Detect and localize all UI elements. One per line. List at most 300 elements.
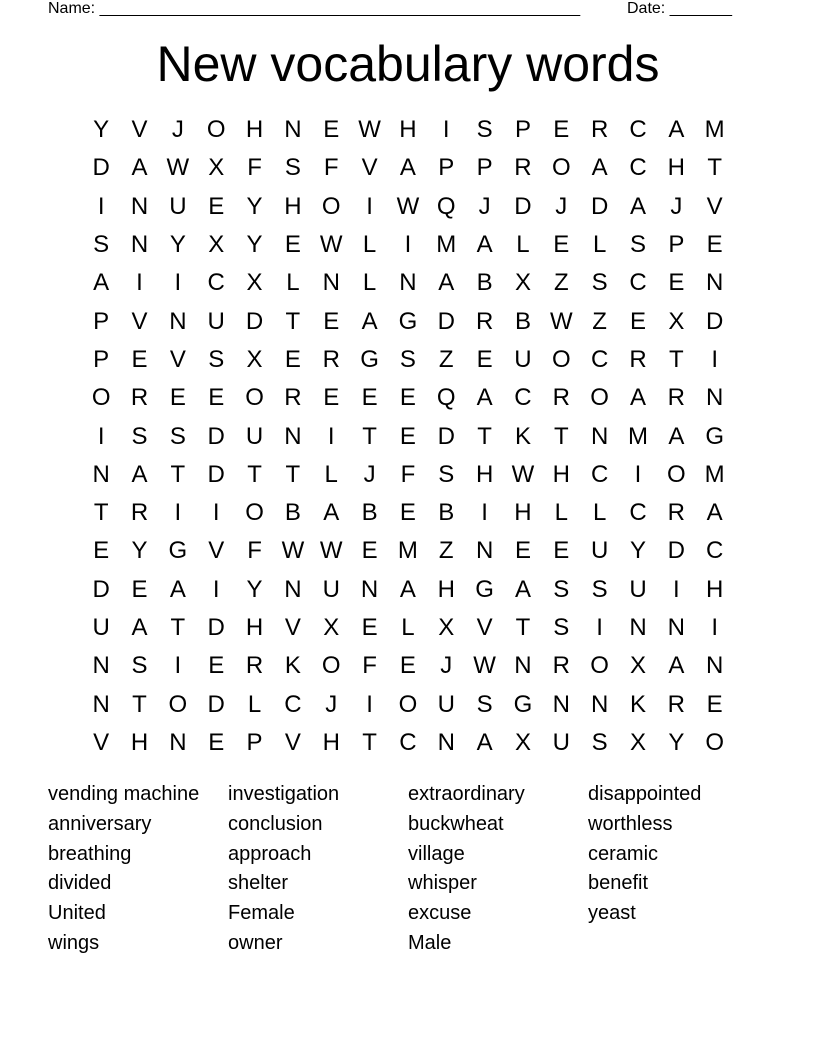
grid-cell: N: [92, 652, 110, 680]
grid-cell: U: [245, 422, 264, 450]
grid-cell: V: [169, 345, 186, 373]
word-list-item: conclusion: [228, 812, 323, 835]
grid-cell: D: [207, 460, 225, 488]
grid-cell: O: [206, 116, 226, 144]
grid-cell: F: [323, 154, 339, 182]
grid-cell: N: [284, 422, 302, 450]
grid-cell: T: [668, 345, 684, 373]
grid-cell: L: [592, 499, 607, 527]
grid-cell: H: [514, 499, 532, 527]
grid-cell: L: [401, 614, 415, 641]
grid-cell: S: [553, 614, 570, 641]
grid-cell: A: [438, 269, 455, 297]
grid-cell: Z: [553, 269, 569, 297]
grid-cell: T: [362, 422, 377, 450]
grid-cell: W: [549, 307, 573, 335]
grid-cell: H: [284, 192, 302, 220]
grid-cell: N: [590, 690, 609, 718]
grid-cell: L: [554, 499, 568, 527]
word-list-item: ceramic: [588, 842, 659, 865]
grid-cell: V: [476, 614, 493, 641]
word-list-item: excuse: [408, 902, 472, 925]
grid-cell: D: [590, 192, 609, 220]
grid-cell: H: [245, 116, 264, 144]
grid-cell: J: [325, 690, 338, 718]
grid-cell: N: [706, 652, 724, 680]
grid-cell: B: [438, 499, 455, 527]
grid-cell: T: [170, 460, 186, 488]
grid-cell: Y: [131, 537, 148, 565]
grid-cell: M: [397, 537, 418, 565]
grid-cell: S: [591, 575, 608, 603]
word-list-item: whisper: [408, 872, 477, 895]
grid-cell: T: [707, 154, 722, 182]
grid-cell: Y: [246, 192, 263, 220]
grid-cell: L: [362, 269, 377, 297]
grid-cell: E: [169, 384, 186, 412]
grid-cell: S: [629, 231, 646, 259]
grid-cell: I: [97, 422, 105, 450]
grid-cell: N: [590, 422, 609, 450]
grid-cell: Q: [436, 384, 456, 412]
grid-cell: E: [361, 537, 378, 565]
grid-cell: S: [208, 345, 225, 373]
page-title: New vocabulary words: [156, 36, 660, 92]
grid-cell: R: [590, 116, 609, 144]
grid-cell: A: [476, 231, 493, 259]
grid-cell: E: [323, 384, 340, 412]
grid-cell: A: [668, 116, 685, 144]
grid-cell: I: [711, 345, 718, 373]
grid-cell: E: [399, 652, 416, 680]
grid-cell: S: [591, 269, 608, 297]
grid-cell: U: [169, 192, 187, 220]
grid-cell: D: [706, 307, 724, 335]
grid-cell: D: [437, 307, 455, 335]
grid-cell: R: [552, 384, 570, 412]
grid-cell: L: [362, 231, 377, 259]
grid-cell: G: [705, 422, 724, 450]
grid-cell: E: [399, 422, 416, 450]
grid-cell: A: [131, 460, 148, 488]
grid-cell: D: [514, 192, 532, 220]
grid-cell: N: [284, 575, 302, 603]
word-list-item: investigation: [228, 783, 340, 805]
word-list-item: village: [408, 842, 465, 865]
grid-cell: P: [438, 154, 455, 182]
grid-cell: E: [284, 231, 301, 259]
grid-cell: T: [247, 460, 262, 488]
grid-cell: I: [596, 614, 603, 641]
grid-cell: V: [131, 116, 148, 144]
grid-cell: E: [514, 537, 531, 565]
grid-cell: E: [706, 231, 723, 259]
grid-cell: I: [366, 192, 373, 220]
grid-cell: T: [285, 460, 301, 488]
grid-cell: A: [668, 422, 685, 450]
grid-cell: M: [704, 116, 725, 144]
grid-cell: T: [515, 614, 531, 641]
grid-cell: M: [627, 422, 648, 450]
grid-cell: A: [629, 384, 646, 412]
grid-cell: I: [212, 575, 220, 603]
grid-cell: N: [437, 728, 455, 756]
grid-cell: I: [174, 499, 182, 527]
grid-cell: R: [475, 307, 494, 335]
word-list-item: divided: [48, 872, 112, 895]
grid-cell: O: [666, 460, 686, 488]
grid-cell: D: [207, 614, 225, 641]
name-field: Name: ______________________________________________________: [48, 0, 581, 17]
grid-cell: W: [511, 460, 535, 488]
grid-cell: N: [130, 231, 149, 259]
grid-cell: T: [477, 422, 492, 450]
grid-cell: E: [553, 231, 570, 259]
date-field: Date: _______: [627, 0, 732, 17]
grid-cell: J: [363, 460, 376, 488]
grid-cell: N: [667, 614, 685, 641]
grid-cell: A: [169, 575, 186, 603]
grid-cell: F: [400, 460, 416, 488]
word-list-item: Female: [228, 902, 295, 925]
grid-cell: C: [629, 116, 647, 144]
grid-cell: Z: [438, 537, 454, 565]
grid-cell: B: [514, 307, 531, 335]
grid-cell: D: [92, 575, 110, 603]
grid-cell: P: [93, 345, 110, 373]
grid-cell: N: [475, 537, 494, 565]
grid-cell: G: [475, 575, 494, 603]
grid-cell: S: [553, 575, 570, 603]
grid-cell: R: [552, 652, 570, 680]
grid-cell: P: [476, 154, 493, 182]
grid-cell: M: [704, 460, 725, 488]
grid-cell: T: [553, 422, 569, 450]
grid-cell: O: [590, 652, 609, 680]
grid-cell: L: [324, 460, 338, 488]
grid-cell: S: [476, 116, 493, 144]
grid-cell: P: [514, 116, 531, 144]
grid-cell: W: [281, 537, 305, 565]
grid-cell: O: [321, 652, 341, 680]
grid-cell: E: [208, 384, 225, 412]
word-list-item: wings: [48, 931, 100, 954]
grid-cell: A: [131, 154, 148, 182]
grid-cell: D: [207, 422, 225, 450]
word-search-grid: [82, 111, 734, 762]
grid-cell: N: [169, 307, 187, 335]
grid-cell: S: [131, 422, 148, 450]
grid-cell: E: [323, 116, 340, 144]
grid-cell: D: [92, 154, 110, 182]
grid-cell: R: [667, 384, 685, 412]
grid-cell: Y: [246, 575, 263, 603]
grid-cell: N: [169, 728, 187, 756]
grid-cell: D: [667, 537, 685, 565]
grid-cell: W: [396, 192, 420, 220]
grid-cell: J: [478, 192, 491, 220]
grid-cell: Y: [668, 728, 685, 756]
word-list-item: anniversary: [48, 812, 152, 835]
grid-cell: A: [131, 614, 148, 641]
grid-cell: Y: [169, 231, 186, 259]
word-list-item: shelter: [228, 872, 289, 895]
grid-cell: C: [590, 460, 609, 488]
word-list-item: yeast: [588, 902, 636, 925]
grid-cell: C: [284, 690, 302, 718]
grid-cell: S: [284, 154, 301, 182]
grid-cell: P: [246, 728, 263, 756]
grid-cell: X: [323, 614, 340, 641]
grid-cell: E: [553, 537, 570, 565]
grid-cell: X: [629, 652, 646, 680]
grid-cell: N: [514, 652, 532, 680]
grid-cell: U: [552, 728, 570, 756]
grid-cell: A: [476, 728, 493, 756]
grid-cell: N: [552, 690, 570, 718]
grid-cell: L: [516, 231, 530, 259]
grid-cell: I: [404, 231, 412, 259]
grid-cell: W: [319, 537, 343, 565]
grid-cell: E: [323, 307, 340, 335]
grid-cell: R: [284, 384, 302, 412]
grid-cell: T: [93, 499, 109, 527]
grid-cell: A: [361, 307, 378, 335]
grid-cell: C: [629, 269, 647, 297]
grid-cell: N: [629, 614, 647, 641]
grid-cell: D: [207, 690, 225, 718]
grid-cell: C: [629, 499, 647, 527]
grid-cell: O: [705, 728, 724, 756]
grid-cell: Y: [246, 231, 263, 259]
grid-cell: E: [361, 384, 378, 412]
grid-cell: R: [667, 690, 685, 718]
grid-cell: X: [514, 269, 531, 297]
grid-cell: U: [92, 614, 110, 641]
grid-cell: N: [92, 690, 110, 718]
grid-cell: R: [245, 652, 264, 680]
grid-cell: O: [551, 345, 571, 373]
grid-cell: O: [245, 499, 264, 527]
word-list-item: extraordinary: [408, 783, 525, 805]
grid-cell: H: [322, 728, 340, 756]
grid-cell: A: [629, 192, 646, 220]
word-list-item: disappointed: [588, 783, 702, 805]
grid-cell: I: [212, 499, 220, 527]
grid-cell: L: [247, 690, 262, 718]
grid-cell: R: [130, 384, 149, 412]
grid-cell: W: [358, 116, 381, 144]
grid-cell: B: [361, 499, 378, 527]
grid-cell: I: [327, 422, 335, 450]
word-list-item: owner: [228, 931, 283, 954]
grid-cell: N: [322, 269, 340, 297]
grid-cell: F: [362, 652, 377, 680]
word-list-item: buckwheat: [408, 812, 504, 835]
grid-cell: P: [668, 231, 685, 259]
grid-cell: D: [245, 307, 264, 335]
grid-cell: A: [514, 575, 531, 603]
grid-cell: A: [323, 499, 340, 527]
grid-cell: W: [473, 652, 496, 680]
grid-cell: A: [591, 154, 608, 182]
header-line: [48, 0, 748, 20]
grid-cell: Y: [629, 537, 646, 565]
grid-cell: X: [246, 345, 263, 373]
grid-cell: S: [591, 728, 608, 756]
grid-cell: E: [208, 192, 225, 220]
grid-cell: S: [131, 652, 148, 680]
grid-cell: X: [438, 614, 455, 641]
grid-cell: I: [136, 269, 143, 297]
grid-cell: U: [629, 575, 647, 603]
grid-cell: K: [514, 422, 531, 450]
word-list-item: United: [48, 902, 106, 925]
grid-cell: N: [360, 575, 379, 603]
grid-cell: Z: [438, 345, 454, 373]
grid-cell: R: [130, 499, 149, 527]
grid-cell: G: [398, 307, 418, 335]
grid-cell: V: [706, 192, 723, 220]
grid-cell: A: [706, 499, 723, 527]
grid-cell: V: [131, 307, 148, 335]
grid-cell: R: [322, 345, 340, 373]
grid-cell: F: [247, 537, 262, 565]
grid-cell: V: [284, 614, 301, 641]
grid-cell: T: [285, 307, 301, 335]
grid-cell: J: [171, 116, 184, 144]
grid-cell: I: [174, 652, 182, 680]
word-list-item: breathing: [48, 842, 132, 865]
grid-cell: S: [476, 690, 493, 718]
grid-cell: J: [555, 192, 568, 220]
word-list-item: benefit: [588, 872, 649, 895]
grid-cell: R: [667, 499, 685, 527]
grid-cell: N: [706, 384, 724, 412]
grid-cell: E: [208, 652, 225, 680]
grid-cell: H: [130, 728, 149, 756]
grid-cell: H: [552, 460, 570, 488]
grid-cell: V: [361, 154, 378, 182]
grid-cell: H: [245, 614, 264, 641]
grid-cell: H: [437, 575, 455, 603]
grid-cell: T: [170, 614, 186, 641]
grid-cell: D: [437, 422, 455, 450]
grid-cell: T: [362, 728, 377, 756]
grid-cell: U: [207, 307, 225, 335]
grid-cell: R: [514, 154, 532, 182]
grid-cell: E: [629, 307, 646, 335]
grid-cell: U: [514, 345, 532, 373]
grid-cell: S: [93, 231, 110, 259]
grid-cell: C: [590, 345, 609, 373]
grid-cell: I: [634, 460, 642, 488]
grid-cell: T: [132, 690, 147, 718]
word-list-item: worthless: [588, 812, 673, 835]
grid-cell: H: [706, 575, 724, 603]
grid-cell: X: [629, 728, 646, 756]
grid-cell: I: [672, 575, 680, 603]
grid-cell: K: [284, 652, 301, 680]
grid-cell: G: [168, 537, 188, 565]
grid-cell: O: [590, 384, 609, 412]
grid-cell: J: [670, 192, 683, 220]
grid-cell: G: [360, 345, 379, 373]
grid-cell: O: [91, 384, 111, 412]
grid-cell: N: [92, 460, 110, 488]
grid-cell: O: [245, 384, 264, 412]
grid-cell: I: [174, 269, 182, 297]
grid-cell: E: [208, 728, 225, 756]
grid-cell: N: [130, 192, 149, 220]
grid-cell: E: [668, 269, 685, 297]
word-list-item: vending machine: [48, 783, 200, 805]
grid-cell: V: [284, 728, 301, 756]
grid-cell: U: [590, 537, 609, 565]
grid-cell: Z: [592, 307, 607, 335]
grid-cell: B: [284, 499, 301, 527]
grid-cell: O: [551, 154, 571, 182]
grid-cell: H: [399, 116, 417, 144]
grid-cell: E: [476, 345, 493, 373]
grid-cell: I: [711, 614, 718, 641]
grid-cell: E: [131, 345, 148, 373]
grid-cell: I: [481, 499, 488, 527]
grid-cell: E: [399, 499, 416, 527]
word-list-item: Male: [408, 931, 452, 954]
word-list: [48, 780, 788, 959]
grid-cell: W: [166, 154, 190, 182]
grid-cell: E: [706, 690, 723, 718]
grid-cell: S: [438, 460, 455, 488]
grid-cell: L: [592, 231, 607, 259]
grid-cell: R: [629, 345, 647, 373]
grid-cell: U: [437, 690, 455, 718]
grid-cell: E: [553, 116, 570, 144]
grid-cell: J: [440, 652, 453, 680]
grid-cell: C: [706, 537, 724, 565]
grid-cell: V: [208, 537, 225, 565]
grid-cell: N: [284, 116, 302, 144]
grid-cell: H: [667, 154, 685, 182]
grid-cell: X: [208, 231, 225, 259]
grid-cell: I: [442, 116, 450, 144]
grid-cell: C: [514, 384, 532, 412]
grid-cell: X: [246, 269, 263, 297]
grid-cell: K: [629, 690, 646, 718]
grid-cell: H: [475, 460, 494, 488]
grid-cell: V: [93, 728, 110, 756]
grid-cell: O: [398, 690, 418, 718]
grid-cell: C: [399, 728, 417, 756]
grid-cell: Q: [436, 192, 456, 220]
grid-cell: A: [399, 154, 416, 182]
grid-cell: X: [514, 728, 531, 756]
grid-cell: X: [668, 307, 685, 335]
grid-cell: L: [286, 269, 300, 297]
grid-cell: U: [322, 575, 340, 603]
word-list-item: approach: [228, 842, 312, 865]
grid-cell: A: [93, 269, 110, 297]
grid-cell: A: [668, 652, 685, 680]
grid-cell: N: [706, 269, 724, 297]
grid-cell: O: [168, 690, 188, 718]
grid-cell: C: [629, 154, 647, 182]
grid-cell: G: [513, 690, 533, 718]
grid-cell: E: [399, 384, 416, 412]
grid-cell: X: [208, 154, 225, 182]
grid-cell: B: [476, 269, 493, 297]
